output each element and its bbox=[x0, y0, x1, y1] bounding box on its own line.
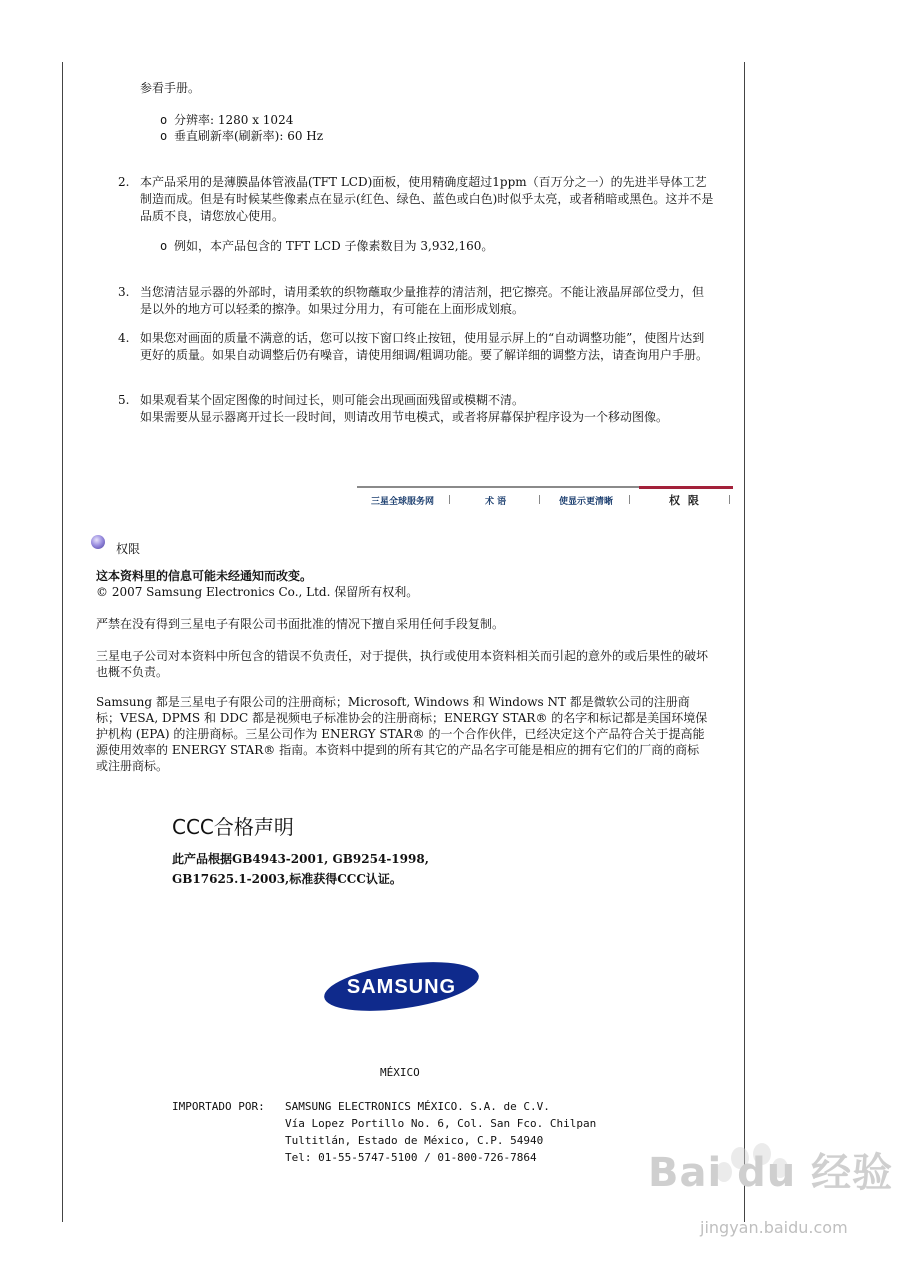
copyright-line: © 2007 Samsung Electronics Co., Ltd. 保留所有权利。 bbox=[96, 585, 419, 599]
item-text: 当您清洁显示器的外部时，请用柔软的织物蘸取少量推荐的清洁剂，把它擦亮。不能让液晶屏部位受力，但是以外的地方可以轻柔的擦净。如果过分用力，有可能在上面形成划痕。 bbox=[140, 285, 705, 316]
importer-line: SAMSUNG ELECTRONICS MÉXICO. S.A. de C.V. bbox=[285, 1100, 550, 1113]
item-number: 2. bbox=[118, 175, 130, 189]
nav-item-glossary[interactable]: 术 语 bbox=[485, 497, 507, 507]
nav-item-clearer-display[interactable]: 使显示更清晰 bbox=[559, 497, 614, 507]
ccc-title: CCC合格声明 bbox=[172, 815, 294, 839]
importer-line: Vía Lopez Portillo No. 6, Col. San Fco. Chilpan bbox=[285, 1117, 597, 1130]
paragraph: 严禁在没有得到三星电子有限公司书面批准的情况下擅自采用任何手段复制。 bbox=[96, 617, 505, 631]
section-nav bbox=[357, 486, 733, 512]
nav-item-global-service[interactable]: 三星全球服务网 bbox=[371, 497, 435, 507]
page-border-right bbox=[744, 62, 745, 1222]
item-text: 如果观看某个固定图像的时间过长，则可能会出现画面残留或模糊不清。 如果需要从显示器离开过长一段时间，则请改用节电模式，或者将屏幕保护程序设为一个移动图像。 bbox=[140, 393, 669, 424]
logo-text: SAMSUNG bbox=[346, 976, 457, 998]
nav-item-authority[interactable]: 权 限 bbox=[669, 494, 701, 507]
nav-separator bbox=[539, 495, 540, 504]
nav-separator bbox=[449, 495, 450, 504]
mexico-heading: MÉXICO bbox=[380, 1066, 420, 1079]
page-border-left bbox=[62, 62, 63, 1222]
item-text: 本产品采用的是薄膜晶体管液晶(TFT LCD)面板，使用精确度超过1ppm（百万分之一）的先进半导体工艺制造而成。但是有时候某些像素点在显示(红色、绿色、蓝色或白色)时似乎太亮，或者稍暗或黑色。这并不是品质不良，请您放心使用。 bbox=[140, 175, 714, 223]
ccc-line: GB17625.1-2003,标准获得CCC认证。 bbox=[172, 872, 402, 886]
nav-separator bbox=[729, 495, 730, 504]
samsung-logo bbox=[323, 961, 480, 1012]
item-text: 如果您对画面的质量不满意的话，您可以按下窗口终止按钮，使用显示屏上的“自动调整功能”，使图片达到更好的质量。如果自动调整后仍有噪音，请使用细调/粗调功能。要了解详细的调整方法，请查询用户手册。 bbox=[140, 331, 709, 362]
watermark-text: Bai du 经验 bbox=[648, 1150, 894, 1196]
ccc-line: 此产品根据GB4943-2001, GB9254-1998, bbox=[172, 852, 429, 866]
nav-active-indicator bbox=[639, 486, 733, 489]
top-note: 参看手册。 bbox=[140, 81, 201, 95]
watermark-url: jingyan.baidu.com bbox=[700, 1218, 848, 1237]
item-number: 3. bbox=[118, 285, 130, 299]
paragraph: Samsung 都是三星电子有限公司的注册商标；Microsoft, Windows 和 Windows NT 都是微软公司的注册商标；VESA, DPMS 和 DDC 都是视频电子标准协会的注册商标；ENERGY STAR® 的名字和标记都是美国环境保护机构 (EPA) 的注册商标。三星公司作为 ENERGY STAR® 的一个合作伙伴，已经决定这个产品符合关于提高能源使用效率的 ENERGY STAR® 指南。本资料中提到的所有其它的产品名字可能是相应的拥有它们的厂商的商标或注册商标。 bbox=[96, 695, 708, 773]
importer-line: Tultitlán, Estado de México, C.P. 54940 bbox=[285, 1134, 544, 1147]
nav-separator bbox=[629, 495, 630, 504]
section-bullet-icon bbox=[91, 535, 105, 549]
importer-line: Tel: 01-55-5747-5100 / 01-800-726-7864 bbox=[285, 1151, 537, 1164]
item-number: 4. bbox=[118, 331, 130, 345]
section-title: 权限 bbox=[116, 542, 141, 556]
importer-label: IMPORTADO POR: bbox=[172, 1100, 265, 1113]
item-number: 5. bbox=[118, 393, 130, 407]
paragraph: 三星电子公司对本资料中所包含的错误不负责任，对于提供，执行或使用本资料相关而引起的意外的或后果性的破坏也概不负责。 bbox=[96, 649, 709, 679]
notice-line: 这本资料里的信息可能未经通知而改变。 bbox=[96, 569, 313, 583]
